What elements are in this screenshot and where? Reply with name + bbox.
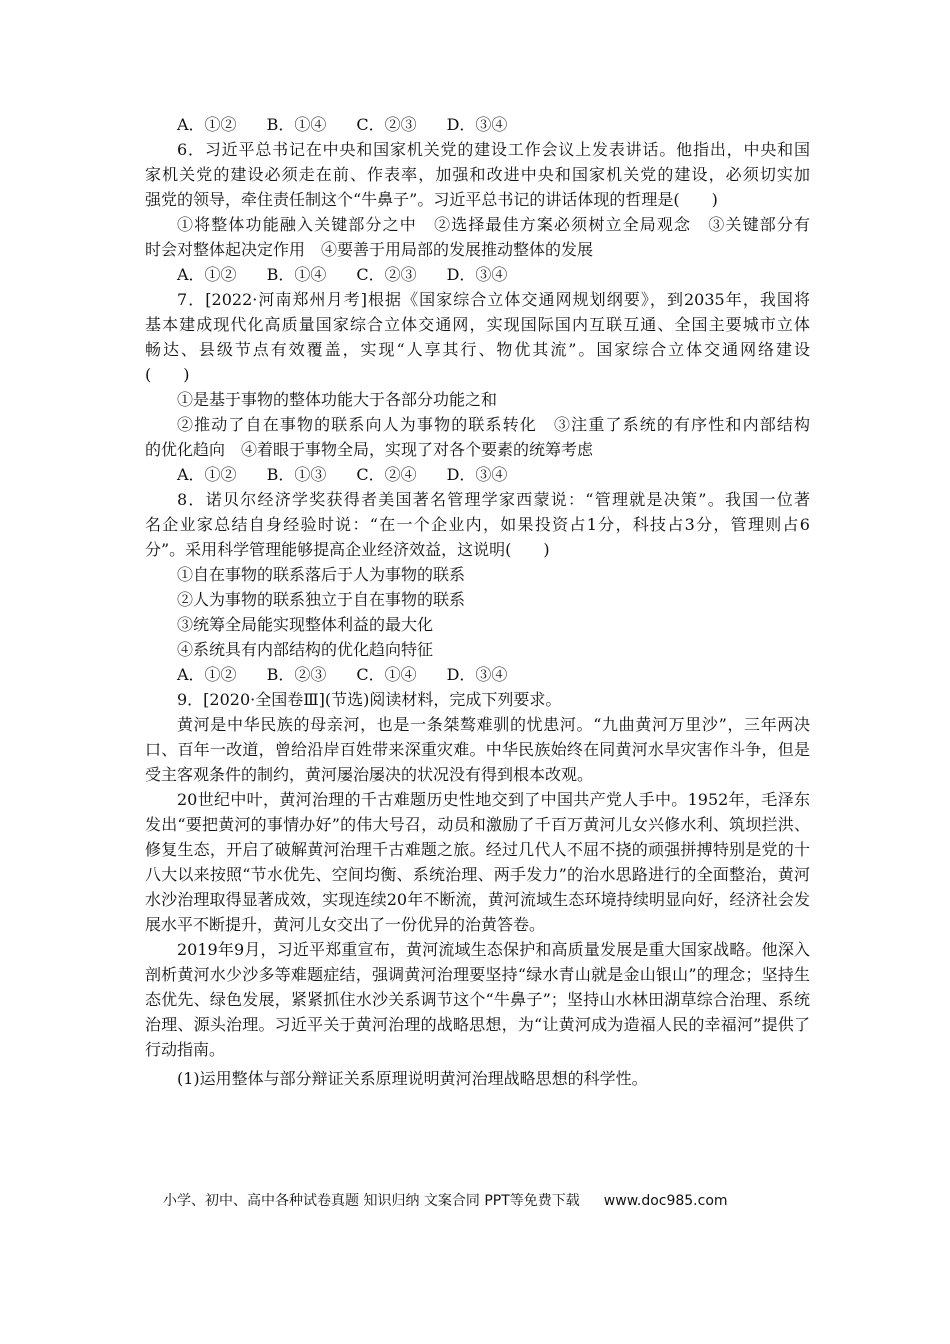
q7-option-c: C．②④ — [356, 465, 417, 484]
q9-material-paragraph: 20世纪中叶，黄河治理的千古难题历史性地交到了中国共产党人手中。1952年，毛泽东发出“要把黄河的事情办好”的伟大号召，动员和激励了千百万黄河儿女兴修水利、筑坝拦洪、修复生态，开启了破解黄河治理千古难题之旅。经过几代人不屈不挠的顽强拼搏特别是党的十八大以来按照“节水优先、空间均衡、系统治理、两手发力”的治水思路进行的全面整治，黄河水沙治理取得显著成效，实现连续20年不断流，黄河流域生态环境持续明显向好，经济社会发展水平不断提升，黄河儿女交出了一份优异的治黄答卷。 — [145, 790, 810, 934]
q6-choice-line: ①将整体功能融入关键部分之中 ②选择最佳方案必须树立全局观念 ③关键部分有 — [177, 215, 810, 234]
q6-stem-line: 强党的领导，牵住责任制这个“牛鼻子”。习近平总书记的讲话体现的哲理是( ) — [145, 190, 718, 209]
q5-option-b: B．①④ — [266, 115, 327, 134]
q8-stem-line: 分”。采用科学管理能够提高企业经济效益，这说明( ) — [145, 540, 550, 559]
q7-choice-line: 的优化趋向 ④着眼于事物全局，实现了对各个要素的统筹考虑 — [145, 440, 594, 459]
q7-choice-line: ①是基于事物的整体功能大于各部分功能之和 — [177, 390, 498, 409]
q7-stem-line: 基本建成现代化高质量国家综合立体交通网，实现国际国内互联互通、全国主要城市立体 — [145, 315, 810, 334]
q6-stem-line: 家机关党的建设必须走在前、作表率，加强和改进中央和国家机关党的建设，必须切实加 — [145, 165, 810, 184]
q6-options — [145, 262, 810, 287]
question-9 — [145, 687, 810, 1091]
q6-option-a: A．①② — [177, 265, 237, 284]
q6-option-d: D．③④ — [446, 265, 508, 284]
q8-options — [145, 662, 810, 687]
q8-choice-line: ①自在事物的联系落后于人为事物的联系 — [177, 565, 466, 584]
q8-stem-line: 名企业家总结自身经验时说：“在一个企业内，如果投资占1分，科技占3分，管理则占6 — [145, 515, 810, 534]
footer-text: 小学、初中、高中各种试卷真题 知识归纳 文案合同 PPT等免费下载 — [163, 1193, 580, 1209]
q5-option-a: A．①② — [177, 115, 237, 134]
q8-option-a: A．①② — [177, 665, 237, 684]
q8-option-d: D．③④ — [446, 665, 508, 684]
q9-sub-question: (1)运用整体与部分辩证关系原理说明黄河治理战略思想的科学性。 — [177, 1069, 648, 1088]
q7-options — [145, 462, 810, 487]
q5-option-c: C．②③ — [356, 115, 417, 134]
page-footer — [163, 1190, 728, 1210]
q6-option-c: C．②③ — [356, 265, 417, 284]
q7-stem-line: 畅达、县级节点有效覆盖，实现“人享其行、物优其流”。国家综合立体交通网络建设 — [145, 340, 810, 359]
q5-options — [145, 112, 810, 137]
q7-option-b: B．①③ — [266, 465, 327, 484]
exam-page — [145, 112, 810, 1091]
q9-stem: 9．[2020·全国卷Ⅲ](节选)阅读材料，完成下列要求。 — [177, 690, 562, 709]
q8-choice-line: ④系统具有内部结构的优化趋向特征 — [177, 640, 434, 659]
q8-choice-line: ③统筹全局能实现整体利益的最大化 — [177, 615, 434, 634]
q8-stem-line: 8．诺贝尔经济学奖获得者美国著名管理学家西蒙说：“管理就是决策”。我国一位著 — [177, 490, 810, 509]
q7-option-a: A．①② — [177, 465, 237, 484]
question-8 — [145, 487, 810, 687]
q7-choice-line: ②推动了自在事物的联系向人为事物的联系转化 ③注重了系统的有序性和内部结构 — [177, 415, 810, 434]
q8-choice-line: ②人为事物的联系独立于自在事物的联系 — [177, 590, 466, 609]
q6-option-b: B．①④ — [266, 265, 327, 284]
question-7 — [145, 287, 810, 487]
q7-option-d: D．③④ — [446, 465, 508, 484]
q9-material-paragraph: 黄河是中华民族的母亲河，也是一条桀骜难驯的忧患河。“九曲黄河万里沙”，三年两决口、百年一改道，曾给沿岸百姓带来深重灾难。中华民族始终在同黄河水旱灾害作斗争，但是受主客观条件的制约，黄河屡治屡决的状况没有得到根本改观。 — [145, 715, 810, 784]
q5-option-d: D．③④ — [446, 115, 508, 134]
q7-stem-line: 7．[2022·河南郑州月考]根据《国家综合立体交通网规划纲要》，到2035年，我国将 — [177, 290, 810, 309]
footer-url[interactable]: www.doc985.com — [603, 1193, 728, 1209]
q6-choice-line: 时会对整体起决定作用 ④要善于用局部的发展推动整体的发展 — [145, 240, 594, 259]
q8-option-c: C．①④ — [356, 665, 417, 684]
q9-material-paragraph: 2019年9月，习近平郑重宣布，黄河流域生态保护和高质量发展是重大国家战略。他深入剖析黄河水少沙多等难题症结，强调黄河治理要坚持“绿水青山就是金山银山”的理念；坚持生态优先、绿色发展，紧紧抓住水沙关系调节这个“牛鼻子”；坚持山水林田湖草综合治理、系统治理、源头治理。习近平关于黄河治理的战略思想，为“让黄河成为造福人民的幸福河”提供了行动指南。 — [145, 940, 810, 1059]
q8-option-b: B．②③ — [266, 665, 327, 684]
question-6 — [145, 137, 810, 287]
q6-stem-line: 6．习近平总书记在中央和国家机关党的建设工作会议上发表讲话。他指出，中央和国 — [177, 140, 810, 159]
q7-stem-line: ( ) — [145, 365, 190, 384]
